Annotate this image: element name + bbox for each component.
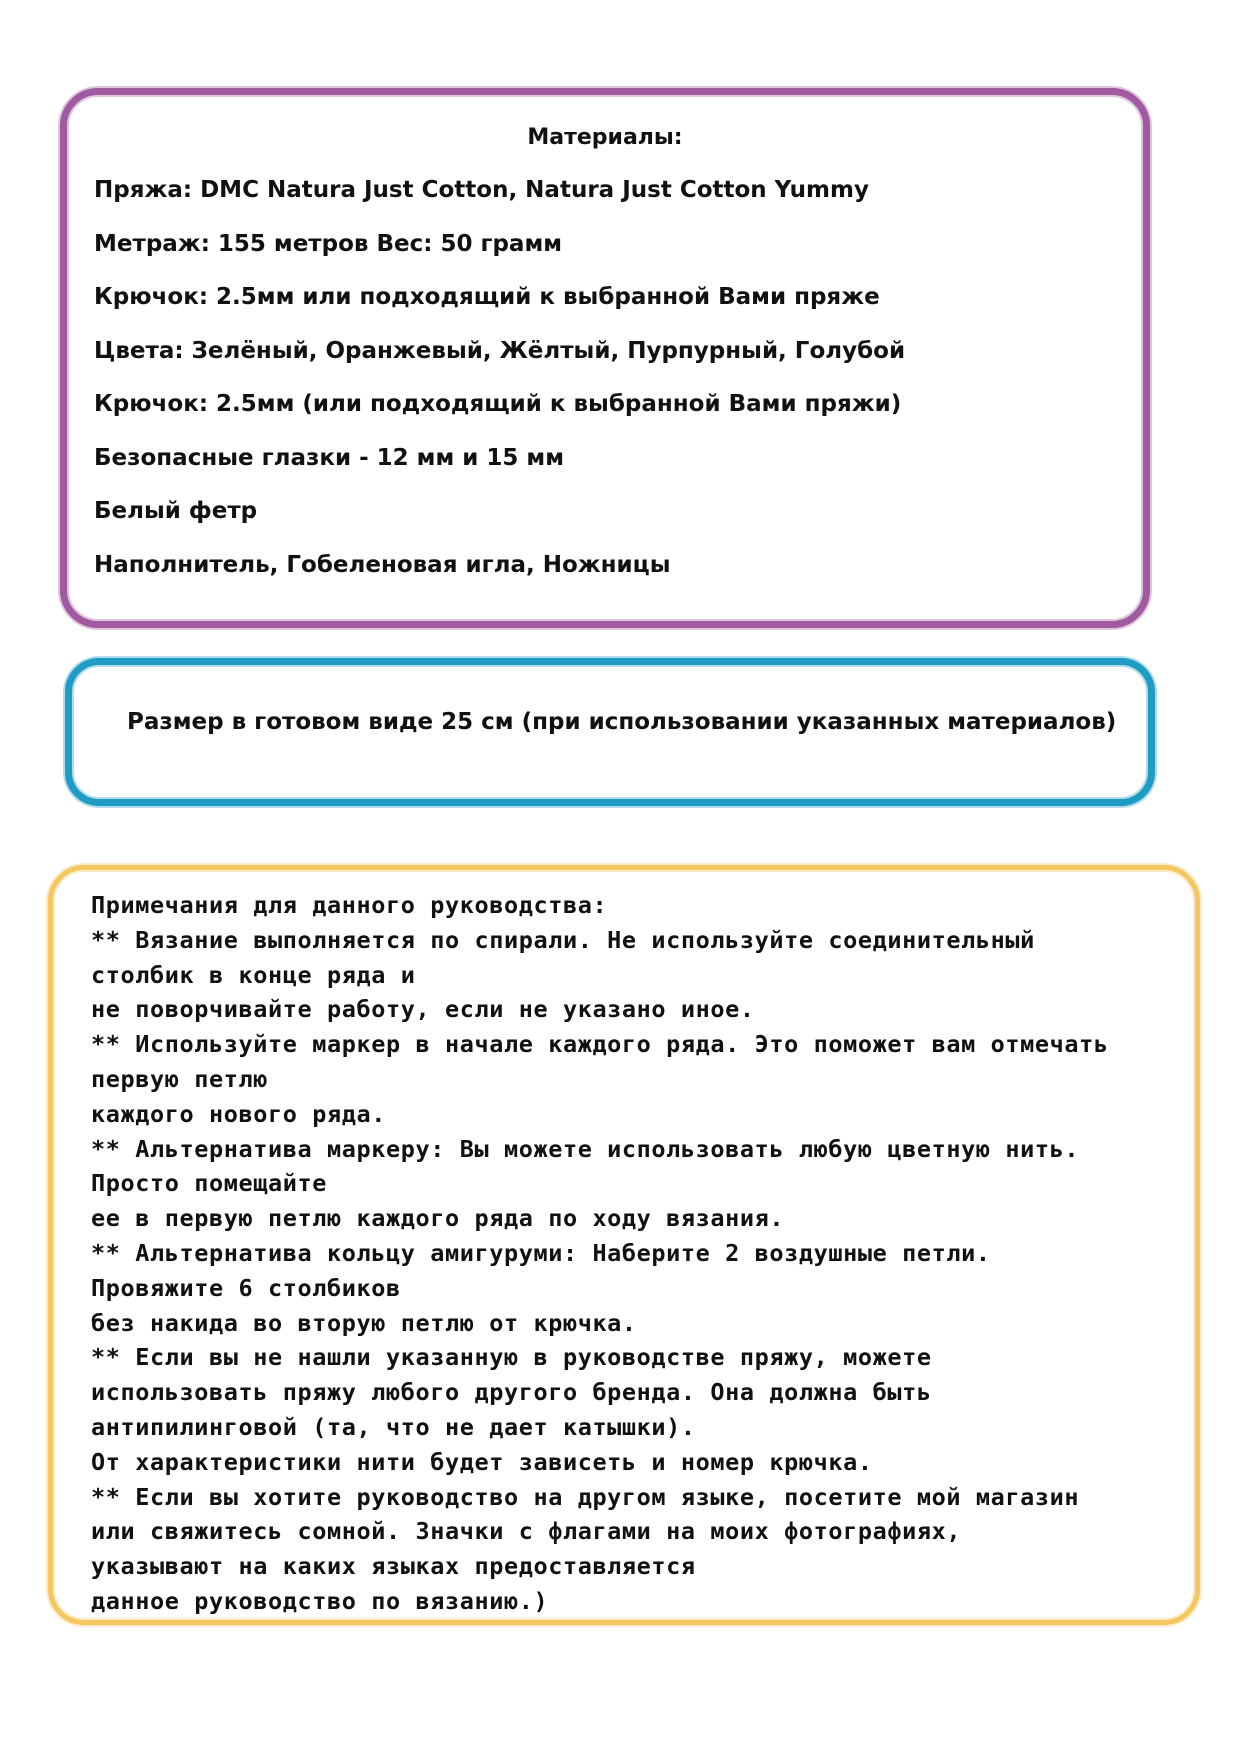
notes-box: [48, 865, 1200, 1625]
notes-line: или свяжитесь сомной. Значки с флагами на моих фотографиях,: [91, 1517, 962, 1546]
notes-line: указывают на каких языках предоставляется: [91, 1552, 696, 1581]
notes-line: ** Если вы не нашли указанную в руководстве пряжу, можете: [91, 1343, 932, 1372]
notes-line: не поворчивайте работу, если не указано иное.: [91, 995, 755, 1024]
notes-line: От характеристики нити будет зависеть и номер крючка.: [91, 1447, 873, 1476]
materials-box: [60, 88, 1150, 628]
notes-line: ** Альтернатива кольцу амигуруми: Наберите 2 воздушные петли.: [91, 1238, 991, 1267]
materials-line: Белый фетр: [94, 498, 258, 524]
notes-line: ** Альтернатива маркеру: Вы можете использовать любую цветную нить.: [91, 1134, 1080, 1163]
materials-line: Крючок: 2.5мм (или подходящий к выбранной Вами пряжи): [94, 391, 902, 417]
materials-list: [94, 175, 1123, 603]
notes-line: ** Если вы хотите руководство на другом языке, посетите мой магазин: [91, 1482, 1080, 1511]
materials-line: Наполнитель, Гобеленовая игла, Ножницы: [94, 551, 671, 578]
materials-line: Цвета: Зелёный, Оранжевый, Жёлтый, Пурпурный, Голубой: [94, 337, 906, 364]
notes-line: первую петлю: [91, 1064, 268, 1093]
materials-line: Метраж: 155 метров Вес: 50 грамм: [94, 230, 563, 257]
notes-line: Провяжите 6 столбиков: [91, 1273, 401, 1302]
notes-line: ** Вязание выполняется по спирали. Не используйте соединительный: [91, 925, 1035, 954]
materials-line: Безопасные глазки - 12 мм и 15 мм: [94, 444, 565, 471]
notes-line: ее в первую петлю каждого ряда по ходу вязания.: [91, 1204, 785, 1233]
materials-line: Пряжа: DMC Natura Just Cotton, Natura Just Cotton Yummy: [94, 177, 869, 203]
notes-line: каждого нового ряда.: [91, 1099, 386, 1128]
size-box: [65, 658, 1155, 806]
notes-list: [91, 888, 1177, 1619]
notes-line: Просто помещайте: [91, 1169, 327, 1198]
notes-line: без накида во вторую петлю от крючка.: [91, 1308, 637, 1337]
notes-line: данное руководство по вязанию.): [91, 1586, 549, 1615]
materials-line: Крючок: 2.5мм или подходящий к выбранной Вами пряже: [94, 284, 880, 310]
notes-line: использовать пряжу любого другого бренда. Она должна быть: [91, 1378, 932, 1407]
notes-line: антипилинговой (та, что не дает катышки).: [91, 1412, 696, 1441]
notes-line: столбик в конце ряда и: [91, 960, 416, 989]
materials-title: Материалы:: [527, 125, 683, 150]
notes-line: ** Используйте маркер в начале каждого ряда. Это поможет вам отмечать: [91, 1030, 1109, 1059]
notes-heading: Примечания для данного руководства:: [91, 891, 608, 919]
size-text: Размер в готовом виде 25 см (при использовании указанных материалов): [127, 709, 1117, 735]
